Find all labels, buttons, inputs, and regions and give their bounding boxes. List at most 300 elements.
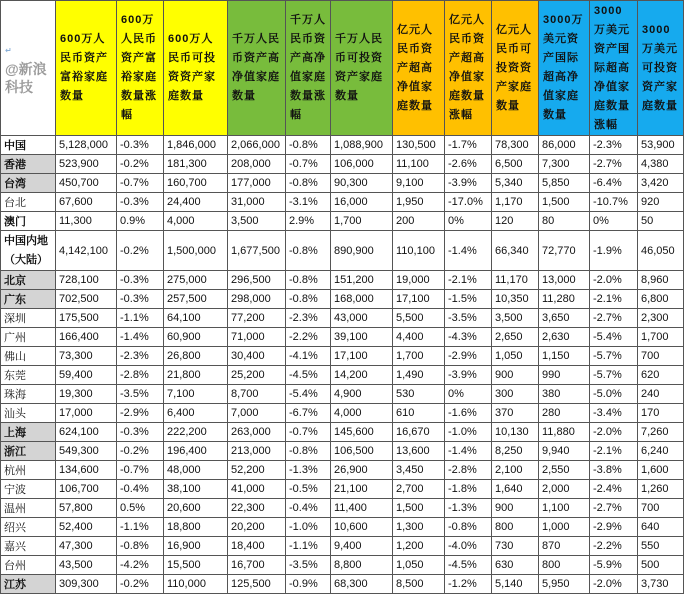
data-cell: 11,170: [492, 271, 539, 290]
table-row: [1, 155, 684, 174]
data-cell: 120: [492, 212, 539, 231]
data-cell: -1.0%: [286, 518, 331, 537]
data-cell: -0.8%: [286, 174, 331, 193]
data-cell: -2.1%: [445, 271, 492, 290]
data-cell: 13,600: [393, 442, 445, 461]
data-cell: -4.2%: [117, 556, 164, 575]
data-cell: -0.8%: [286, 231, 331, 271]
watermark: @新浪科技: [5, 60, 47, 95]
data-cell: 2,066,000: [228, 136, 286, 155]
data-cell: -2.7%: [590, 499, 638, 518]
data-cell: -2.3%: [117, 347, 164, 366]
data-cell: 50: [638, 212, 684, 231]
data-cell: 1,300: [393, 518, 445, 537]
data-cell: 2,100: [492, 461, 539, 480]
data-cell: 181,300: [164, 155, 228, 174]
data-cell: -1.9%: [590, 231, 638, 271]
data-cell: 500: [638, 556, 684, 575]
data-cell: 1,700: [331, 212, 393, 231]
data-cell: 170: [638, 404, 684, 423]
data-cell: -4.5%: [286, 366, 331, 385]
table-row: [1, 290, 684, 309]
data-cell: 549,300: [56, 442, 117, 461]
data-cell: 5,128,000: [56, 136, 117, 155]
data-cell: 3,650: [539, 309, 590, 328]
data-cell: -3.9%: [445, 366, 492, 385]
table-row: [1, 556, 684, 575]
data-cell: 702,500: [56, 290, 117, 309]
data-cell: 52,400: [56, 518, 117, 537]
data-cell: 16,670: [393, 423, 445, 442]
data-cell: 57,800: [56, 499, 117, 518]
data-cell: 2,650: [492, 328, 539, 347]
data-cell: 1,170: [492, 193, 539, 212]
data-cell: 145,600: [331, 423, 393, 442]
data-cell: 200: [393, 212, 445, 231]
data-cell: 26,800: [164, 347, 228, 366]
table-row: [1, 404, 684, 423]
data-cell: -2.9%: [590, 518, 638, 537]
data-cell: 530: [393, 385, 445, 404]
data-cell: 20,600: [164, 499, 228, 518]
data-cell: -0.8%: [286, 290, 331, 309]
region-label: 浙江: [1, 442, 56, 461]
data-cell: 19,000: [393, 271, 445, 290]
data-cell: 4,400: [393, 328, 445, 347]
data-cell: 1,490: [393, 366, 445, 385]
region-label: 中国: [1, 136, 56, 155]
data-cell: 10,350: [492, 290, 539, 309]
data-cell: 4,000: [331, 404, 393, 423]
data-cell: 2,300: [638, 309, 684, 328]
data-cell: 14,200: [331, 366, 393, 385]
data-cell: 610: [393, 404, 445, 423]
data-cell: -1.1%: [286, 537, 331, 556]
data-cell: -1.4%: [445, 231, 492, 271]
data-cell: 1,500: [393, 499, 445, 518]
column-header: 600万人民币资产富裕家庭数量涨幅: [117, 1, 164, 136]
data-cell: -3.1%: [286, 193, 331, 212]
data-cell: 9,100: [393, 174, 445, 193]
data-cell: 222,200: [164, 423, 228, 442]
data-cell: 31,000: [228, 193, 286, 212]
data-cell: -2.0%: [590, 271, 638, 290]
data-cell: -1.1%: [117, 518, 164, 537]
data-cell: 380: [539, 385, 590, 404]
data-cell: 309,300: [56, 575, 117, 594]
data-cell: -3.5%: [117, 385, 164, 404]
data-cell: 78,300: [492, 136, 539, 155]
data-cell: 43,500: [56, 556, 117, 575]
data-cell: 450,700: [56, 174, 117, 193]
region-label: 香港: [1, 155, 56, 174]
data-cell: 110,100: [393, 231, 445, 271]
data-cell: 177,000: [228, 174, 286, 193]
data-cell: 166,400: [56, 328, 117, 347]
corner-cell: [1, 1, 56, 136]
data-cell: 5,140: [492, 575, 539, 594]
data-cell: 4,000: [164, 212, 228, 231]
data-cell: -2.7%: [590, 309, 638, 328]
region-label: 北京: [1, 271, 56, 290]
data-cell: -6.4%: [590, 174, 638, 193]
data-cell: -4.1%: [286, 347, 331, 366]
data-cell: -0.3%: [117, 423, 164, 442]
data-cell: -0.5%: [286, 480, 331, 499]
data-cell: -2.1%: [590, 442, 638, 461]
data-cell: -0.3%: [117, 271, 164, 290]
data-cell: 6,240: [638, 442, 684, 461]
data-cell: 1,700: [393, 347, 445, 366]
data-cell: 6,500: [492, 155, 539, 174]
column-header: 3000万美元资产国际超高净值家庭数量: [539, 1, 590, 136]
data-cell: -0.3%: [117, 193, 164, 212]
data-cell: 257,500: [164, 290, 228, 309]
data-cell: 370: [492, 404, 539, 423]
data-cell: 86,000: [539, 136, 590, 155]
data-cell: 4,900: [331, 385, 393, 404]
data-cell: 72,770: [539, 231, 590, 271]
data-cell: 800: [539, 556, 590, 575]
data-cell: 60,900: [164, 328, 228, 347]
data-cell: -2.7%: [590, 155, 638, 174]
data-cell: 66,340: [492, 231, 539, 271]
region-label: 广州: [1, 328, 56, 347]
data-cell: 275,000: [164, 271, 228, 290]
data-cell: 168,000: [331, 290, 393, 309]
data-cell: 870: [539, 537, 590, 556]
column-header: 亿元人民币资产超高净值家庭数量: [393, 1, 445, 136]
data-cell: -0.2%: [117, 155, 164, 174]
data-cell: 71,000: [228, 328, 286, 347]
column-header: 600万人民币资产富裕家庭数量: [56, 1, 117, 136]
data-cell: 298,000: [228, 290, 286, 309]
data-cell: 64,100: [164, 309, 228, 328]
data-cell: -0.4%: [117, 480, 164, 499]
table-body: [1, 136, 684, 594]
data-cell: -3.5%: [286, 556, 331, 575]
data-cell: 1,700: [638, 328, 684, 347]
header-row: [1, 1, 684, 136]
data-cell: -3.8%: [590, 461, 638, 480]
data-cell: 620: [638, 366, 684, 385]
data-cell: 2.9%: [286, 212, 331, 231]
data-cell: -4.0%: [445, 537, 492, 556]
data-cell: -0.3%: [117, 136, 164, 155]
data-cell: 6,800: [638, 290, 684, 309]
data-cell: 900: [492, 366, 539, 385]
data-cell: -0.7%: [286, 423, 331, 442]
data-cell: -2.1%: [590, 290, 638, 309]
region-label: 嘉兴: [1, 537, 56, 556]
data-cell: 1,600: [638, 461, 684, 480]
data-cell: 10,130: [492, 423, 539, 442]
data-cell: 1,150: [539, 347, 590, 366]
data-cell: 38,100: [164, 480, 228, 499]
region-label: 深圳: [1, 309, 56, 328]
column-header: 600万人民币可投资资产家庭数量: [164, 1, 228, 136]
region-label: 宁波: [1, 480, 56, 499]
data-cell: 21,800: [164, 366, 228, 385]
data-cell: 15,500: [164, 556, 228, 575]
data-cell: 240: [638, 385, 684, 404]
data-cell: -10.7%: [590, 193, 638, 212]
data-cell: 700: [638, 347, 684, 366]
data-cell: -0.7%: [286, 155, 331, 174]
data-cell: 67,600: [56, 193, 117, 212]
table-row: [1, 385, 684, 404]
data-cell: -2.8%: [117, 366, 164, 385]
data-cell: -2.2%: [286, 328, 331, 347]
column-header: 亿元人民币可投资资产家庭数量: [492, 1, 539, 136]
data-cell: 1,677,500: [228, 231, 286, 271]
data-cell: -1.2%: [445, 575, 492, 594]
data-cell: -2.9%: [117, 404, 164, 423]
data-cell: -5.4%: [286, 385, 331, 404]
data-cell: 1,200: [393, 537, 445, 556]
region-label: 澳门: [1, 212, 56, 231]
data-cell: 3,500: [492, 309, 539, 328]
data-cell: -6.7%: [286, 404, 331, 423]
data-cell: 13,000: [539, 271, 590, 290]
data-cell: 8,250: [492, 442, 539, 461]
data-cell: 263,000: [228, 423, 286, 442]
data-cell: -0.8%: [286, 136, 331, 155]
data-cell: 1,050: [393, 556, 445, 575]
data-cell: -0.2%: [117, 231, 164, 271]
data-cell: -5.7%: [590, 366, 638, 385]
table-row: [1, 231, 684, 271]
data-cell: 1,100: [539, 499, 590, 518]
data-cell: 134,600: [56, 461, 117, 480]
region-label: 温州: [1, 499, 56, 518]
data-cell: 213,000: [228, 442, 286, 461]
data-cell: 151,200: [331, 271, 393, 290]
data-cell: -0.3%: [117, 290, 164, 309]
table-row: [1, 499, 684, 518]
data-cell: -2.3%: [590, 136, 638, 155]
table-row: [1, 174, 684, 193]
data-cell: 1,050: [492, 347, 539, 366]
table-row: [1, 461, 684, 480]
data-cell: 41,000: [228, 480, 286, 499]
region-label: 广东: [1, 290, 56, 309]
data-cell: -1.3%: [286, 461, 331, 480]
data-cell: 77,200: [228, 309, 286, 328]
data-cell: 26,900: [331, 461, 393, 480]
data-cell: 25,200: [228, 366, 286, 385]
data-cell: 8,960: [638, 271, 684, 290]
data-cell: 110,000: [164, 575, 228, 594]
region-label: 中国内地（大陆）: [1, 231, 56, 271]
column-header: 3000万美元可投资资产家庭数量: [638, 1, 684, 136]
data-cell: 5,340: [492, 174, 539, 193]
region-label: 东莞: [1, 366, 56, 385]
data-cell: -5.0%: [590, 385, 638, 404]
data-cell: 9,400: [331, 537, 393, 556]
data-cell: 280: [539, 404, 590, 423]
data-cell: -1.8%: [445, 480, 492, 499]
data-cell: 53,900: [638, 136, 684, 155]
data-cell: -1.5%: [445, 290, 492, 309]
data-cell: 7,000: [228, 404, 286, 423]
data-cell: 80: [539, 212, 590, 231]
data-cell: 11,100: [393, 155, 445, 174]
data-cell: -4.3%: [445, 328, 492, 347]
data-cell: 0.5%: [117, 499, 164, 518]
data-cell: 7,260: [638, 423, 684, 442]
data-cell: 523,900: [56, 155, 117, 174]
data-cell: 2,550: [539, 461, 590, 480]
data-cell: -0.8%: [117, 537, 164, 556]
column-header: 千万人民币资产高净值家庭数量涨幅: [286, 1, 331, 136]
data-cell: 18,400: [228, 537, 286, 556]
table-row: [1, 309, 684, 328]
data-cell: -2.9%: [445, 347, 492, 366]
data-cell: 11,300: [56, 212, 117, 231]
data-cell: -2.4%: [590, 480, 638, 499]
data-cell: 17,000: [56, 404, 117, 423]
data-cell: 10,600: [331, 518, 393, 537]
data-cell: 11,280: [539, 290, 590, 309]
data-cell: 11,400: [331, 499, 393, 518]
data-cell: -0.9%: [286, 575, 331, 594]
data-cell: 19,300: [56, 385, 117, 404]
data-cell: 6,400: [164, 404, 228, 423]
data-cell: 30,400: [228, 347, 286, 366]
region-label: 汕头: [1, 404, 56, 423]
data-cell: 900: [492, 499, 539, 518]
data-cell: -1.3%: [445, 499, 492, 518]
data-cell: 5,950: [539, 575, 590, 594]
data-cell: 47,300: [56, 537, 117, 556]
data-cell: 640: [638, 518, 684, 537]
column-header: 3000万美元资产国际超高净值家庭数量涨幅: [590, 1, 638, 136]
data-cell: -3.9%: [445, 174, 492, 193]
data-cell: 196,400: [164, 442, 228, 461]
data-cell: 1,500,000: [164, 231, 228, 271]
region-label: 佛山: [1, 347, 56, 366]
data-cell: -0.8%: [286, 442, 331, 461]
data-cell: 24,400: [164, 193, 228, 212]
table-row: [1, 212, 684, 231]
data-cell: 73,300: [56, 347, 117, 366]
data-cell: 125,500: [228, 575, 286, 594]
data-cell: -3.5%: [445, 309, 492, 328]
data-cell: 990: [539, 366, 590, 385]
data-cell: -4.5%: [445, 556, 492, 575]
data-cell: 175,500: [56, 309, 117, 328]
column-header: 千万人民币可投资资产家庭数量: [331, 1, 393, 136]
region-label: 台湾: [1, 174, 56, 193]
data-cell: 1,088,900: [331, 136, 393, 155]
data-cell: 3,500: [228, 212, 286, 231]
table-row: [1, 271, 684, 290]
data-cell: -2.6%: [445, 155, 492, 174]
data-cell: 106,500: [331, 442, 393, 461]
region-label: 绍兴: [1, 518, 56, 537]
table-row: [1, 423, 684, 442]
data-cell: 550: [638, 537, 684, 556]
data-cell: 2,000: [539, 480, 590, 499]
data-cell: -1.6%: [445, 404, 492, 423]
data-cell: 90,300: [331, 174, 393, 193]
data-cell: -2.8%: [445, 461, 492, 480]
data-cell: -0.8%: [286, 271, 331, 290]
data-cell: 800: [492, 518, 539, 537]
data-cell: 11,880: [539, 423, 590, 442]
data-cell: -0.8%: [445, 518, 492, 537]
data-cell: 1,260: [638, 480, 684, 499]
data-cell: -5.4%: [590, 328, 638, 347]
data-cell: 48,000: [164, 461, 228, 480]
table-row: [1, 366, 684, 385]
data-cell: 8,700: [228, 385, 286, 404]
data-cell: 4,380: [638, 155, 684, 174]
data-cell: -5.9%: [590, 556, 638, 575]
data-cell: 0.9%: [117, 212, 164, 231]
data-cell: 59,400: [56, 366, 117, 385]
data-cell: 300: [492, 385, 539, 404]
paragraph-mark-icon: ↵: [5, 45, 13, 55]
data-cell: 106,000: [331, 155, 393, 174]
data-cell: -2.3%: [286, 309, 331, 328]
data-cell: 7,300: [539, 155, 590, 174]
data-cell: -0.2%: [117, 442, 164, 461]
data-cell: 1,000: [539, 518, 590, 537]
table-row: [1, 537, 684, 556]
data-cell: 16,000: [331, 193, 393, 212]
data-cell: 106,700: [56, 480, 117, 499]
data-cell: 0%: [445, 212, 492, 231]
data-cell: 0%: [590, 212, 638, 231]
data-cell: -1.0%: [445, 423, 492, 442]
table-row: [1, 136, 684, 155]
data-cell: 16,900: [164, 537, 228, 556]
data-cell: 16,700: [228, 556, 286, 575]
data-cell: 624,100: [56, 423, 117, 442]
data-cell: 21,100: [331, 480, 393, 499]
data-cell: 8,500: [393, 575, 445, 594]
data-cell: 18,800: [164, 518, 228, 537]
data-cell: 5,500: [393, 309, 445, 328]
column-header: 亿元人民币资产超高净值家庭数量涨幅: [445, 1, 492, 136]
table-row: [1, 328, 684, 347]
region-label: 台州: [1, 556, 56, 575]
data-cell: -5.7%: [590, 347, 638, 366]
table-row: [1, 518, 684, 537]
data-cell: -0.2%: [117, 575, 164, 594]
data-cell: 20,200: [228, 518, 286, 537]
data-cell: 22,300: [228, 499, 286, 518]
data-cell: 1,500: [539, 193, 590, 212]
data-cell: 17,100: [393, 290, 445, 309]
region-label: 杭州: [1, 461, 56, 480]
data-cell: 890,900: [331, 231, 393, 271]
data-cell: -0.4%: [286, 499, 331, 518]
data-cell: 296,500: [228, 271, 286, 290]
region-label: 江苏: [1, 575, 56, 594]
data-cell: 68,300: [331, 575, 393, 594]
data-cell: -1.7%: [445, 136, 492, 155]
data-cell: -17.0%: [445, 193, 492, 212]
data-cell: 160,700: [164, 174, 228, 193]
data-cell: 728,100: [56, 271, 117, 290]
data-cell: 920: [638, 193, 684, 212]
data-cell: -1.4%: [445, 442, 492, 461]
data-cell: 1,846,000: [164, 136, 228, 155]
data-cell: 5,850: [539, 174, 590, 193]
